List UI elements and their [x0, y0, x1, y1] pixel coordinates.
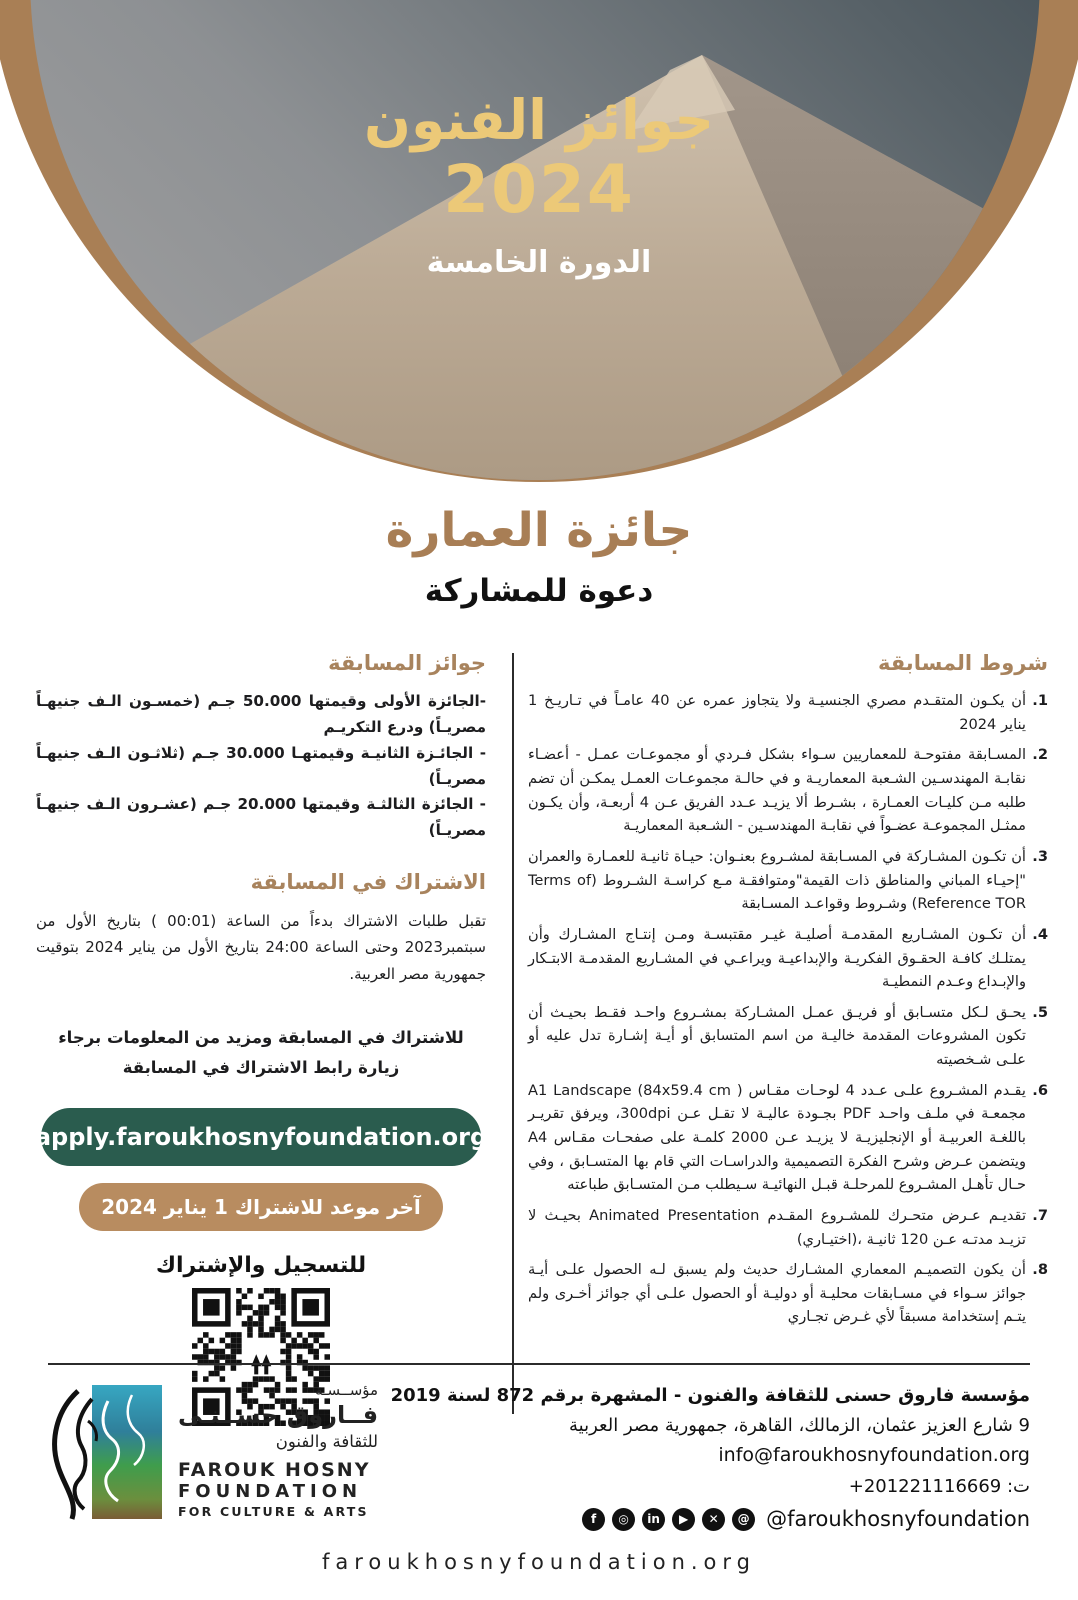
logo-english	[178, 1459, 378, 1519]
social-icon-facebook[interactable]: f	[582, 1508, 605, 1531]
participation-block	[36, 870, 486, 987]
conditions-heading: شروط المسابقة	[877, 651, 1048, 676]
deadline-badge: آخر موعد للاشتراك 1 يناير 2024	[79, 1183, 443, 1231]
apply-link-button[interactable]: apply.faroukhosnyfoundation.org	[41, 1108, 481, 1166]
prize-line: -الجائزة الأولى وقيمتها 50.000 جـم (خمسـون الـف جنيهـاً مصريـاً) ودرع التكريـم	[36, 692, 486, 736]
conditions-column	[514, 647, 1048, 1426]
social-row	[391, 1507, 1030, 1531]
social-icon-instagram[interactable]: ◎	[612, 1508, 635, 1531]
conditions-list	[528, 689, 1048, 1329]
prizes-heading: جوائز المسابقة	[328, 651, 486, 676]
prizes-column	[30, 647, 512, 1426]
prize-line: - الجائـزة الثانيـة وقيمتهـا 30.000 جـم (ثلاثـون الـف جنيهـاً مصريـاً)	[36, 743, 486, 788]
hero-title: جوائز الفنون	[364, 88, 714, 152]
award-title: جائزة العمارة	[385, 503, 693, 558]
foundation-logo-text	[178, 1381, 378, 1519]
social-icon-linkedin[interactable]: in	[642, 1508, 665, 1531]
footer-divider	[48, 1363, 1030, 1365]
prizes-lines	[36, 689, 486, 844]
social-handle: @faroukhosnyfoundation	[766, 1507, 1030, 1532]
content-columns	[30, 647, 1048, 1426]
hero-subtitle: الدورة الخامسة	[426, 244, 652, 280]
condition-item: أن يكون التصميـم المعماري المشـارك حديث ولم يسبق لـه الحصول علـى أيـة جوائز سـواء في مسـابقات محليـة أو دوليـة أو الحصول علـى أي جوائز أخـرى ولم يتـم إستخدامة مسبقاً لأي غـرض تجـاري	[528, 1261, 1026, 1326]
social-icon-x[interactable]: ✕	[702, 1508, 725, 1531]
qr-label: للتسجيل والإشتراك	[155, 1253, 367, 1279]
logo-arabic-line1: مؤســسـة	[315, 1381, 379, 1399]
logo-english-line1: FAROUK HOSNY	[178, 1459, 371, 1481]
condition-item: أن تكـون المشـاريع المقدمـة أصليـة غيـر مقتبسـة ومـن إنتـاج المشـارك وأن يمتلـك كافـة الحقـوق الفكريـة والإبداعيـة ويراعـي في المشـاريع المقدمـة الابتـكار والإبـداع وعـدم النمطيـة	[528, 925, 1026, 991]
foundation-logo-art	[48, 1381, 166, 1521]
participation-text: تقبل طلبات الاشتراك بدءاً من الساعة (00:01 ) بتاريخ الأول من سبتمبر2023 وحتى الساعة 24:00 بتاريخ الأول من يناير 2024 بتوقيت جمهورية مصر العربية.	[36, 912, 486, 983]
hero-year: 2024	[443, 150, 635, 228]
contact-block	[391, 1381, 1030, 1531]
logo-english-line3: FOR CULTURE & ARTS	[178, 1504, 369, 1519]
email-link[interactable]: info@faroukhosnyfoundation.org	[718, 1444, 1030, 1467]
phone-line[interactable]: ت: 201221116669+	[848, 1475, 1030, 1497]
condition-item: يقـدم المشـروع علـى عـدد 4 لوحـات مقـاس A1 Landscape (84x59.4 cm ) مجمعـة في ملـف واحـد PDF بجـودة عاليـة لا تقـل عـن 300dpi، ويرفق تقريـر باللغـة العربيـة أو الإنجليزيـة لا يزيـد عـن 2000 كلمـة على صفحـات مقـاس A4 ويتضمن عـرض وشرح الفكرة التصميمية والدراسـات التي قام بها المتسـابق ، وفي حـال تأهـل المشـروع للمرحلـة قبـل النهائيـة سـيطلب مـن المتسـابق طباعته	[528, 1081, 1027, 1194]
prize-line: - الجائزة الثالثـة وقيمتها 20.000 جـم (عشـرون الـف جنيهـاً مصريـاً)	[36, 795, 486, 840]
logo-arabic-line3: للثقافة والفنون	[275, 1432, 379, 1451]
condition-item: المسـابقة مفتوحـة للمعماريين سـواء بشكل فـردي أو مجموعـات عمـل - أعضـاء نقابـة المهندسـين الشـعبة المعماريـة و في حالـة مجموعـات العمـل يمكـن أن تضم طلبه مـن كليـات العمـارة ، بشـرط ألا يزيـد عـدد الفريق عـن 4 أربعـة، وأن يكـون ممثـل المجموعـة عضـواً في نقابـة المهندسـين - الشـعبة المعماريـة	[528, 746, 1027, 835]
logo-arabic-line2: فــاروق حســنـى	[178, 1401, 379, 1429]
condition-item: يحـق لـكل متسـابق أو فريـق عمـل المشـاركة بمشـروع واحـد فقـط بحيـث أن تكون المشروعات المقدمة خاليـة من اسم المتسابق أو أيـة إشـارة تدل عليه أو علـى شـخصيته	[528, 1003, 1026, 1069]
hero-section	[0, 0, 1078, 500]
social-icon-threads[interactable]: @	[732, 1508, 755, 1531]
condition-item: تقديـم عـرض متحـرك للمشـروع المقـدم Animated Presentation بحيـث لا تزيـد مدتـه عـن 120 ثانيـة ،(اختيـاري)	[528, 1206, 1027, 1248]
social-icon-youtube[interactable]: ▶	[672, 1508, 695, 1531]
condition-item: أن يكـون المتقـدم مصري الجنسيـة ولا يتجاوز عمره عن 40 عامـاً في تـاريـخ 1 يناير 2024	[528, 692, 1027, 733]
registration-line: مؤسسة فاروق حسنى للثقافة والفنون - المشهرة برقم 872 لسنة 2019	[390, 1385, 1030, 1406]
vertical-divider	[512, 653, 514, 1414]
condition-item: أن تكـون المشـاركة في المسـابقة لمشـروع بعنـوان: حيـاة ثانيـة للعمـارة والعمران "إحيـاء المباني والمناطق ذات القيمة"ومتوافقـة مـع كراسـة الشـروط (Terms of Reference TOR) وشـروط وقواعـد المسـابقة	[528, 847, 1026, 913]
award-subtitle: دعوة للمشاركة	[424, 573, 654, 610]
prizes-block	[36, 651, 486, 844]
participation-heading: الاشتراك في المسابقة	[250, 870, 486, 895]
foundation-logo	[48, 1381, 378, 1531]
logo-english-line2: FOUNDATION	[178, 1481, 363, 1502]
address-line: 9 شارع العزيز عثمان، الزمالك، القاهرة، جمهورية مصر العربية	[569, 1414, 1030, 1436]
hero-titles	[0, 86, 1078, 280]
award-section	[0, 500, 1078, 609]
footer	[0, 1363, 1078, 1600]
website-link[interactable]: faroukhosnyfoundation.org	[322, 1550, 756, 1574]
cta-note: للاشتراك في المسابقة ومزيد من المعلومات برجاء زيارة رابط الاشتراك في المسابقة	[58, 1027, 464, 1077]
